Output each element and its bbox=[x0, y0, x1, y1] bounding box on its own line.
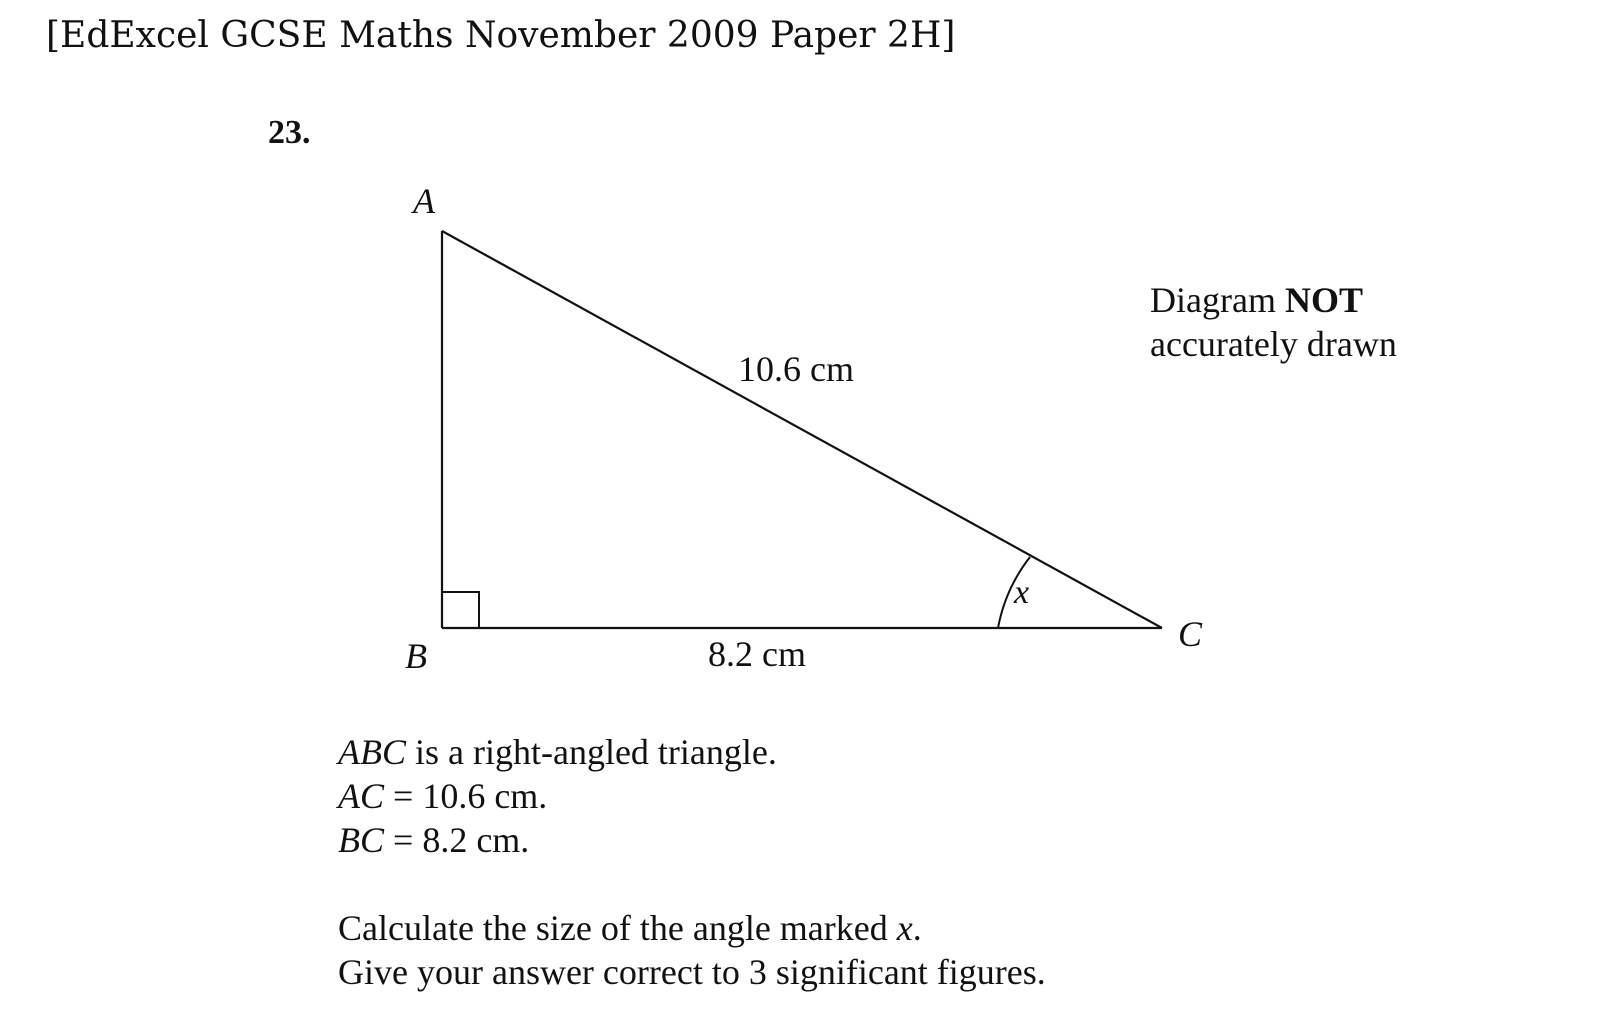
question-number: 23. bbox=[268, 114, 311, 151]
diagram-note-line2: accurately drawn bbox=[1150, 324, 1397, 364]
question-text bbox=[338, 730, 1046, 994]
hypotenuse-length-label: 10.6 cm bbox=[738, 349, 854, 389]
page-title: [EdExcel GCSE Maths November 2009 Paper 2H] bbox=[46, 15, 956, 56]
base-length-label: 8.2 cm bbox=[708, 634, 806, 674]
angle-x-label: x bbox=[1014, 574, 1030, 611]
right-angle-marker bbox=[442, 592, 479, 628]
vertex-label-b: B bbox=[405, 636, 427, 676]
side-ac bbox=[442, 231, 1162, 628]
instruction-line-1: Calculate the size of the angle marked x. bbox=[338, 908, 922, 948]
vertex-label-a: A bbox=[413, 181, 435, 221]
statement-line-3: BC = 8.2 cm. bbox=[338, 820, 530, 860]
diagram-note bbox=[1150, 278, 1397, 366]
instruction-line-2: Give your answer correct to 3 significant figures. bbox=[338, 952, 1046, 992]
statement-line-1: ABC is a right-angled triangle. bbox=[338, 732, 777, 772]
statement-line-2: AC = 10.6 cm. bbox=[338, 776, 548, 816]
diagram-note-bold: NOT bbox=[1284, 280, 1363, 320]
vertex-label-c: C bbox=[1178, 614, 1203, 654]
diagram-note-line1: Diagram NOT bbox=[1150, 280, 1363, 320]
